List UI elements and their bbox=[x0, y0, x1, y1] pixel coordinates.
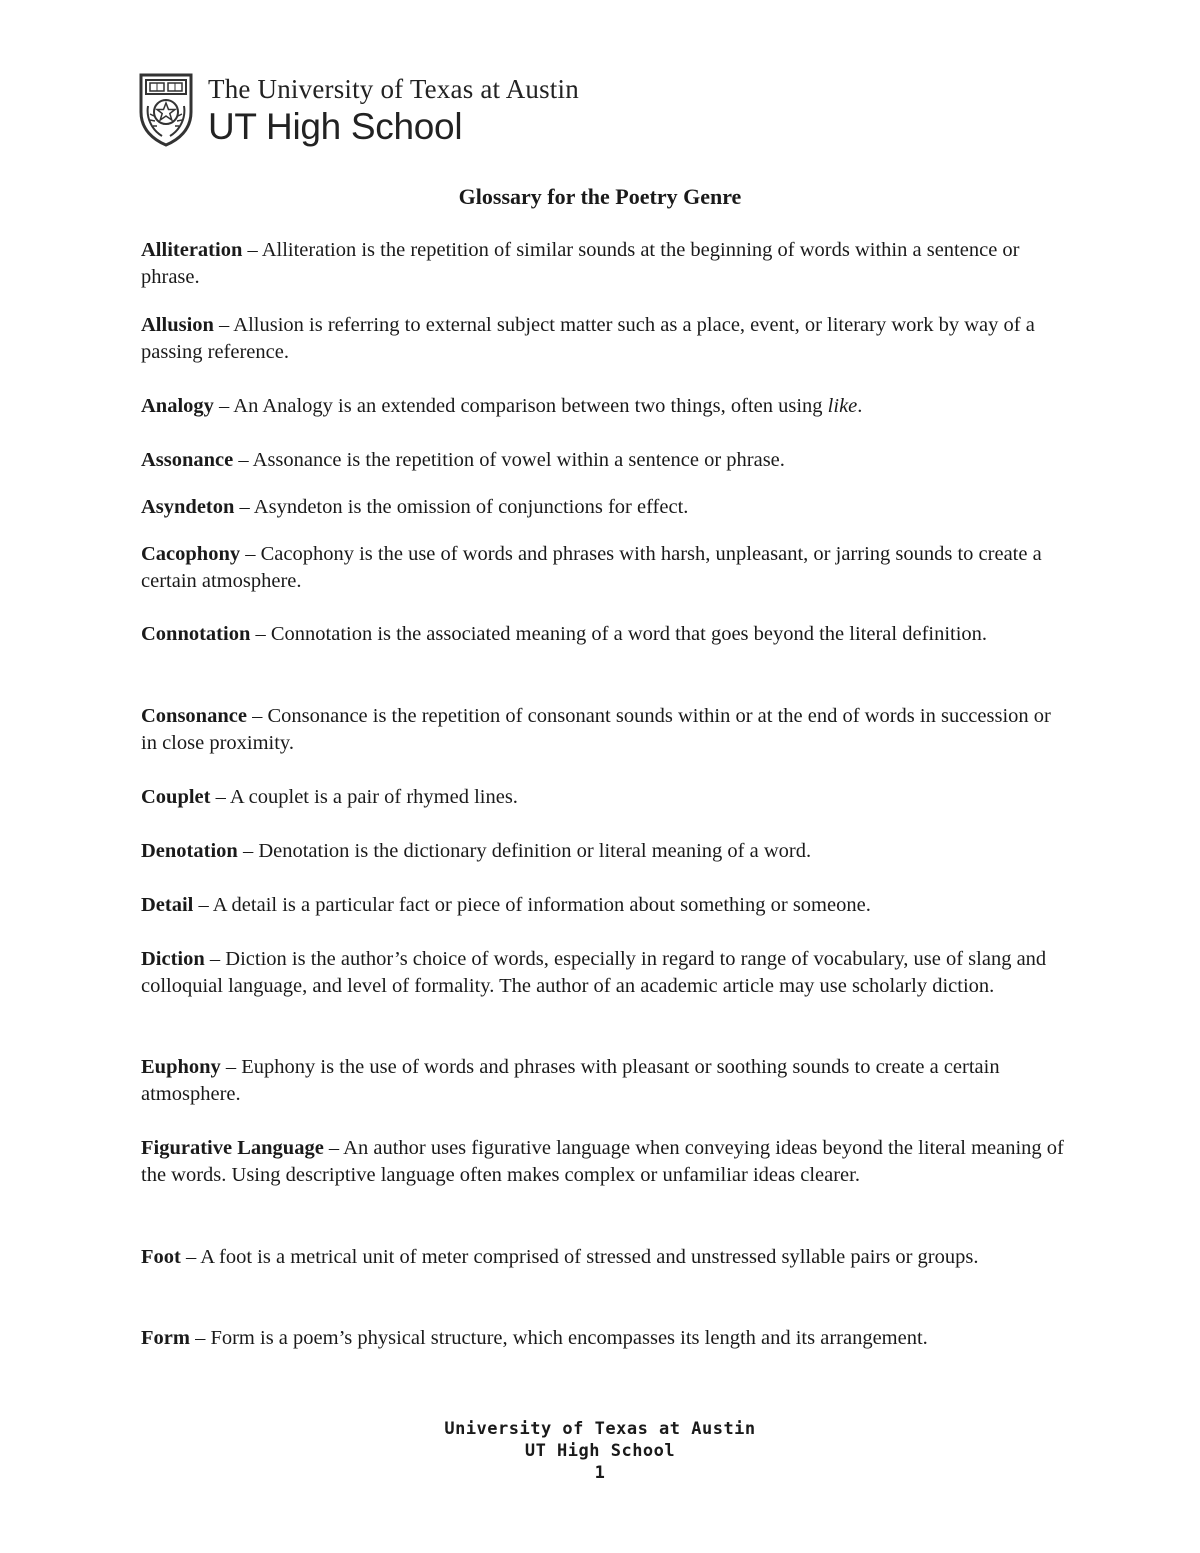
entry-definition: An Analogy is an extended comparison between two things, often using bbox=[233, 395, 828, 417]
entry-separator: – bbox=[233, 449, 253, 471]
school-name: UT High School bbox=[208, 106, 463, 147]
page-footer bbox=[0, 1418, 1200, 1484]
entry-separator: – bbox=[246, 705, 268, 727]
entry-term: Asyndeton bbox=[141, 496, 235, 518]
glossary-entry-cacophony bbox=[141, 541, 1066, 595]
school-logo bbox=[138, 70, 579, 150]
glossary-entry-couplet bbox=[141, 784, 1066, 811]
entry-term: Denotation bbox=[141, 840, 238, 862]
entry-separator: – bbox=[193, 894, 213, 916]
university-name: The University of Texas at Austin bbox=[208, 74, 579, 104]
entry-definition: A couplet is a pair of rhymed lines. bbox=[229, 786, 518, 808]
footer-university: University of Texas at Austin bbox=[444, 1419, 756, 1439]
glossary-entry-consonance bbox=[141, 703, 1066, 757]
entry-definition: Alliteration is the repetition of similar sounds at the beginning of words within a sentence or phrase. bbox=[141, 239, 1020, 288]
entry-definition: Cacophony is the use of words and phrases with harsh, unpleasant, or jarring sounds to create a certain atmosphere. bbox=[141, 543, 1042, 592]
entry-definition: Consonance is the repetition of consonant sounds within or at the end of words in succession or in close proximity. bbox=[141, 705, 1051, 754]
glossary-entry-allusion bbox=[141, 312, 1066, 366]
page-title: Glossary for the Poetry Genre bbox=[458, 184, 742, 209]
entry-separator: – bbox=[323, 1137, 344, 1159]
entry-definition: Denotation is the dictionary definition or literal meaning of a word. bbox=[258, 840, 812, 862]
entry-term: Allusion bbox=[141, 314, 214, 336]
entry-separator: – bbox=[204, 948, 226, 970]
entry-term: Detail bbox=[141, 894, 194, 916]
entry-term: Form bbox=[141, 1327, 190, 1349]
glossary-entry-analogy bbox=[141, 393, 1066, 420]
entry-definition: Diction is the author’s choice of words, especially in regard to range of vocabulary, use of slang and colloquial language, and level of formality. The author of an academic article may use scholarly diction. bbox=[141, 948, 1047, 997]
entry-term: Couplet bbox=[141, 786, 211, 808]
glossary-entry-connotation bbox=[141, 621, 1066, 648]
glossary-entry-foot bbox=[141, 1244, 1066, 1271]
glossary-entry-alliteration bbox=[141, 237, 1066, 291]
entry-definition: Euphony is the use of words and phrases with pleasant or soothing sounds to create a certain atmosphere. bbox=[141, 1056, 1000, 1105]
entry-term: Connotation bbox=[141, 623, 251, 645]
entry-definition-end: . bbox=[857, 395, 863, 417]
entry-separator: – bbox=[240, 543, 261, 565]
entry-separator: – bbox=[210, 786, 230, 808]
ut-seal-icon bbox=[138, 72, 194, 148]
glossary-entry-diction bbox=[141, 946, 1066, 1000]
entry-definition: Connotation is the associated meaning of a word that goes beyond the literal definition. bbox=[270, 623, 988, 645]
glossary-entry-figurative-language bbox=[141, 1135, 1066, 1189]
entry-term: Figurative Language bbox=[141, 1137, 324, 1159]
entry-separator: – bbox=[180, 1246, 201, 1268]
entry-definition: Assonance is the repetition of vowel within a sentence or phrase. bbox=[252, 449, 785, 471]
glossary-entry-asyndeton bbox=[141, 494, 1066, 521]
entry-definition: Form is a poem’s physical structure, which encompasses its length and its arrangement. bbox=[210, 1327, 928, 1349]
glossary-entry-euphony bbox=[141, 1054, 1066, 1108]
entry-separator: – bbox=[220, 1056, 242, 1078]
entry-term: Cacophony bbox=[141, 543, 241, 565]
entry-separator: – bbox=[237, 840, 259, 862]
glossary-entry-denotation bbox=[141, 838, 1066, 865]
page-number: 1 bbox=[594, 1463, 606, 1483]
entry-separator: – bbox=[213, 395, 234, 417]
entry-term: Alliteration bbox=[141, 239, 243, 261]
entry-definition: Allusion is referring to external subject matter such as a place, event, or literary work by way of a passing reference. bbox=[141, 314, 1035, 363]
entry-definition: Asyndeton is the omission of conjunctions for effect. bbox=[253, 496, 689, 518]
logo-wordmark bbox=[208, 72, 579, 148]
entry-separator: – bbox=[242, 239, 262, 261]
entry-definition: A detail is a particular fact or piece of information about something or someone. bbox=[212, 894, 871, 916]
footer-school: UT High School bbox=[524, 1441, 676, 1461]
glossary-entry-form bbox=[141, 1325, 1066, 1352]
entry-term: Consonance bbox=[141, 705, 247, 727]
entry-separator: – bbox=[213, 314, 234, 336]
entry-separator: – bbox=[189, 1327, 211, 1349]
glossary-entry-assonance bbox=[141, 447, 1066, 474]
entry-separator: – bbox=[234, 496, 254, 518]
entry-definition: An author uses figurative language when conveying ideas beyond the literal meaning of the words. Using descriptive language often makes complex or unfamiliar ideas clearer. bbox=[141, 1137, 1064, 1186]
glossary-entry-detail bbox=[141, 892, 1066, 919]
entry-term: Diction bbox=[141, 948, 205, 970]
entry-term: Assonance bbox=[141, 449, 234, 471]
entry-emphasis: like bbox=[827, 395, 858, 417]
entry-separator: – bbox=[250, 623, 271, 645]
entry-term: Analogy bbox=[141, 395, 214, 417]
entry-term: Foot bbox=[141, 1246, 181, 1268]
entry-term: Euphony bbox=[141, 1056, 221, 1078]
entry-definition: A foot is a metrical unit of meter comprised of stressed and unstressed syllable pairs or groups. bbox=[200, 1246, 979, 1268]
